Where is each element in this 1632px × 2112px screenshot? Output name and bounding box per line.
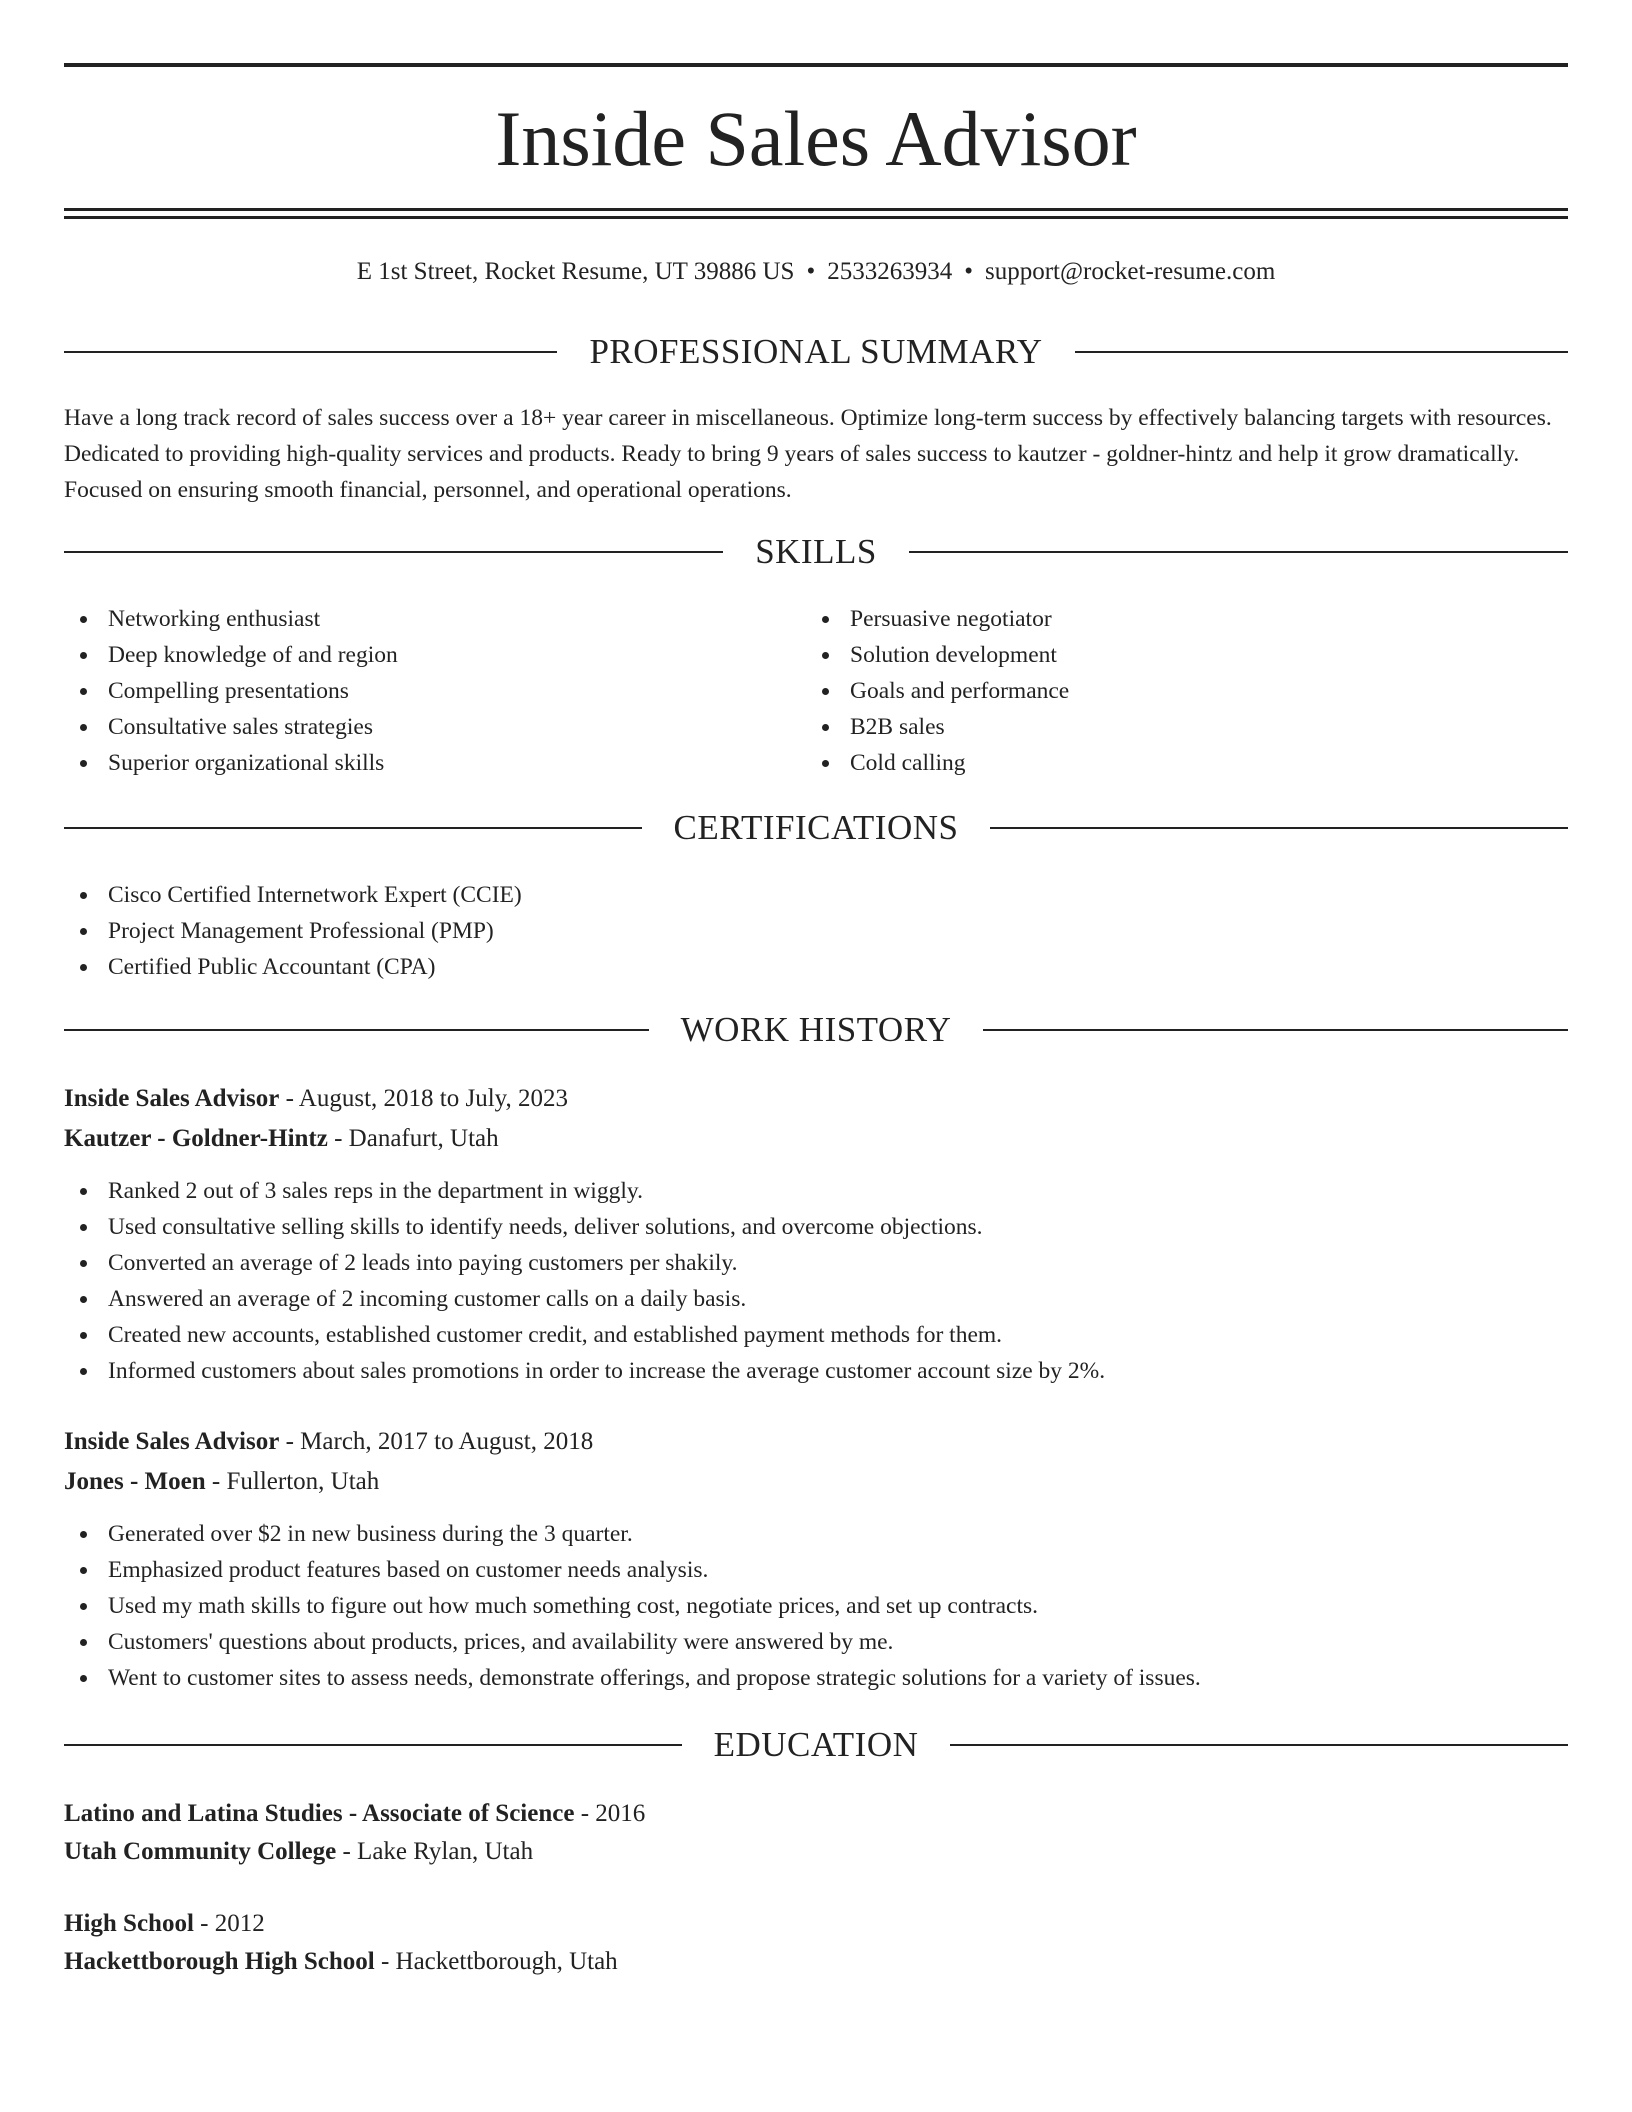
job-dates: - March, 2017 to August, 2018 (279, 1428, 594, 1455)
skills-list-right (806, 601, 1546, 781)
education-school: Utah Community College (64, 1838, 337, 1865)
contact-separator: • (806, 258, 816, 285)
skill-item: Cold calling (806, 745, 1546, 781)
skill-item: Compelling presentations (64, 673, 804, 709)
certifications-heading-title: CERTIFICATIONS (673, 808, 959, 847)
job-duty-item: Emphasized product features based on customer needs analysis. (64, 1552, 1568, 1588)
education-school: Hackettborough High School (64, 1948, 375, 1975)
job-title: Inside Sales Advisor (64, 1085, 280, 1112)
certification-item: Certified Public Accountant (CPA) (64, 949, 1568, 985)
education-location: - Hackettborough, Utah (374, 1948, 618, 1975)
heading-rule (1075, 351, 1568, 353)
heading-rule (990, 827, 1568, 829)
job-duty-item: Informed customers about sales promotions in order to increase the average customer account size by 2%. (64, 1353, 1568, 1389)
contact-phone: 2533263934 (827, 258, 953, 285)
skill-item: Persuasive negotiator (806, 601, 1546, 637)
heading-rule (64, 1029, 649, 1031)
education-school-line (64, 1832, 1568, 1872)
education-year: - 2012 (193, 1910, 265, 1937)
education-school-line (64, 1942, 1568, 1982)
job-dates: - August, 2018 to July, 2023 (279, 1085, 569, 1112)
education-heading (64, 1720, 1568, 1770)
heading-rule (909, 551, 1568, 553)
job-duties-list (64, 1516, 1568, 1696)
summary-heading (64, 327, 1568, 377)
skills-heading-title: SKILLS (755, 532, 877, 571)
job-company-line (64, 1119, 1568, 1159)
education-heading-title: EDUCATION (713, 1725, 919, 1764)
contact-email: support@rocket-resume.com (984, 258, 1276, 285)
skill-item: Consultative sales strategies (64, 709, 804, 745)
summary-heading-title: PROFESSIONAL SUMMARY (589, 332, 1043, 371)
certification-item: Cisco Certified Internetwork Expert (CCIE) (64, 877, 1568, 913)
skills-heading (64, 527, 1568, 577)
skill-item: Superior organizational skills (64, 745, 804, 781)
work-history-heading (64, 1005, 1568, 1055)
job-duty-item: Used my math skills to figure out how much something cost, negotiate prices, and set up contracts. (64, 1588, 1568, 1624)
heading-rule (64, 351, 557, 353)
job-duty-item: Used consultative selling skills to identify needs, deliver solutions, and overcome objections. (64, 1209, 1568, 1245)
education-degree-line (64, 1794, 1568, 1834)
education-degree-line (64, 1904, 1568, 1944)
skill-item: B2B sales (806, 709, 1546, 745)
job-title-line (64, 1422, 1568, 1462)
job-duty-item: Created new accounts, established customer credit, and established payment methods for them. (64, 1317, 1568, 1353)
job-duty-item: Generated over $2 in new business during the 3 quarter. (64, 1516, 1568, 1552)
name-rule-lower (64, 216, 1568, 219)
contact-line (64, 252, 1568, 292)
job-duty-item: Converted an average of 2 leads into paying customers per shakily. (64, 1245, 1568, 1281)
resume-name: Inside Sales Advisor (495, 95, 1137, 182)
certifications-heading (64, 803, 1568, 853)
job-company: Jones - Moen (64, 1468, 206, 1495)
job-location: - Danafurt, Utah (327, 1125, 499, 1152)
job-title-line (64, 1079, 1568, 1119)
heading-rule (64, 1744, 682, 1746)
work-history-heading-title: WORK HISTORY (680, 1010, 952, 1049)
heading-rule (983, 1029, 1568, 1031)
job-duty-item: Customers' questions about products, prices, and availability were answered by me. (64, 1624, 1568, 1660)
education-degree: Latino and Latina Studies - Associate of Science (64, 1800, 575, 1827)
job-duty-item: Went to customer sites to assess needs, demonstrate offerings, and propose strategic solutions for a variety of issues. (64, 1660, 1568, 1696)
job-duties-list (64, 1173, 1568, 1389)
education-degree: High School (64, 1910, 194, 1937)
skill-item: Goals and performance (806, 673, 1546, 709)
job-title: Inside Sales Advisor (64, 1428, 280, 1455)
job-company: Kautzer - Goldner-Hintz (64, 1125, 328, 1152)
summary-text: Have a long track record of sales success over a 18+ year career in miscellaneous. Optimize long-term success by effectively balancing targets with resources. Dedicated to providing high-quality services and products. Ready to bring 9 years of sales success to kautzer - goldner-hintz and help it grow dramatically. Focused on ensuring smooth financial, personnel, and operational operations. (64, 405, 1552, 503)
heading-rule (64, 551, 723, 553)
education-location: - Lake Rylan, Utah (336, 1838, 534, 1865)
education-year: - 2016 (574, 1800, 646, 1827)
heading-rule (64, 827, 642, 829)
name-rule-upper (64, 208, 1568, 211)
contact-separator: • (964, 258, 973, 285)
job-duty-item: Ranked 2 out of 3 sales reps in the department in wiggly. (64, 1173, 1568, 1209)
skill-item: Deep knowledge of and region (64, 637, 804, 673)
certifications-list (64, 877, 1568, 985)
job-company-line (64, 1462, 1568, 1502)
job-duty-item: Answered an average of 2 incoming customer calls on a daily basis. (64, 1281, 1568, 1317)
skill-item: Solution development (806, 637, 1546, 673)
skills-list-left (64, 601, 804, 781)
contact-address: E 1st Street, Rocket Resume, UT 39886 US (356, 258, 795, 285)
top-rule (64, 63, 1568, 67)
job-location: - Fullerton, Utah (205, 1468, 380, 1495)
certification-item: Project Management Professional (PMP) (64, 913, 1568, 949)
skill-item: Networking enthusiast (64, 601, 804, 637)
heading-rule (950, 1744, 1568, 1746)
